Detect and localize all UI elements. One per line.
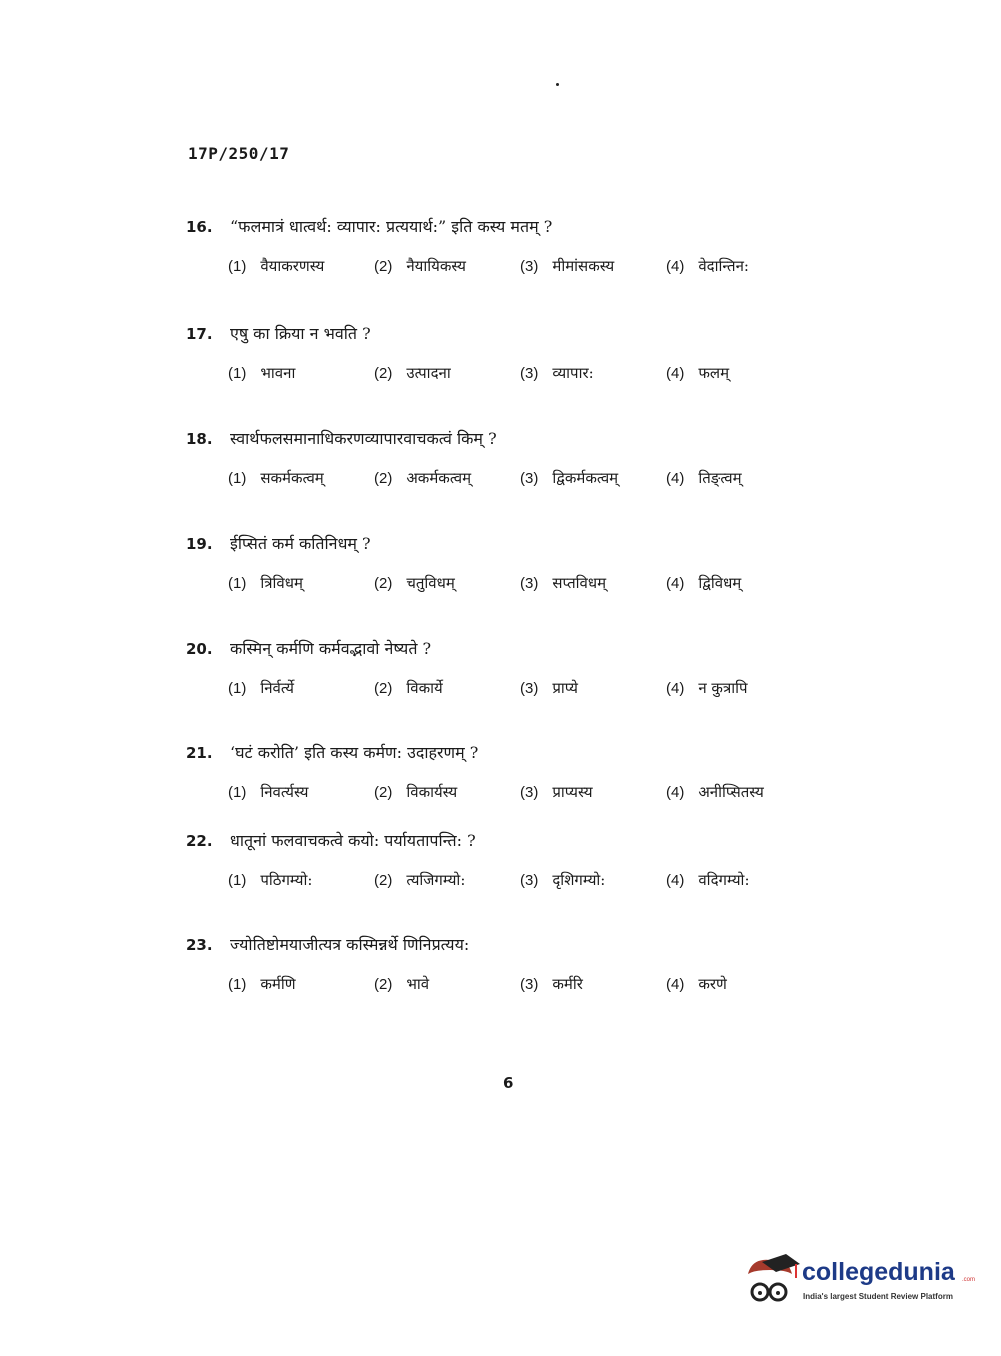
option-number: (2) <box>374 976 393 993</box>
option-text: नैयायिकस्य <box>406 257 466 275</box>
option-row <box>228 363 826 383</box>
option-number: (2) <box>374 680 393 697</box>
question-number: 19. <box>186 535 213 553</box>
option-number: (4) <box>666 872 685 889</box>
option-text: भावना <box>260 364 296 382</box>
option-number: (1) <box>228 470 247 487</box>
option-row <box>228 870 826 890</box>
option-3 <box>520 468 666 488</box>
option-1 <box>228 782 374 802</box>
option-text: अनीप्सितस्य <box>698 783 764 801</box>
option-4 <box>666 468 742 488</box>
option-text: करणे <box>698 975 727 993</box>
option-1 <box>228 678 374 698</box>
option-number: (2) <box>374 258 393 275</box>
mascot-icon <box>742 1252 800 1312</box>
option-4 <box>666 363 729 383</box>
question-line <box>186 933 826 955</box>
question-line <box>186 829 826 851</box>
option-number: (2) <box>374 872 393 889</box>
option-text: विकार्यस्य <box>406 783 458 801</box>
option-text: वदिगम्यो: <box>698 871 750 889</box>
option-1 <box>228 870 374 890</box>
option-text: सकर्मकत्वम् <box>260 469 324 487</box>
option-4 <box>666 782 764 802</box>
option-3 <box>520 782 666 802</box>
option-2 <box>374 678 520 698</box>
question-number: 23. <box>186 936 213 954</box>
option-number: (3) <box>520 680 539 697</box>
option-text: पठिगम्यो: <box>260 871 313 889</box>
option-number: (4) <box>666 575 685 592</box>
option-text: द्विविधम् <box>698 574 742 592</box>
question-23 <box>186 933 826 994</box>
option-number: (3) <box>520 575 539 592</box>
option-row <box>228 468 826 488</box>
option-text: निर्वर्त्ये <box>260 679 294 697</box>
question-17 <box>186 322 826 383</box>
option-2 <box>374 974 520 994</box>
option-1 <box>228 468 374 488</box>
option-number: (1) <box>228 575 247 592</box>
option-2 <box>374 573 520 593</box>
option-4 <box>666 678 748 698</box>
option-4 <box>666 573 741 593</box>
option-text: फलम् <box>698 364 730 382</box>
question-text: धातूनां फलवाचकत्वे कयो: पर्यायतापन्ति: ? <box>230 831 476 850</box>
option-1 <box>228 974 374 994</box>
option-1 <box>228 573 374 593</box>
option-row <box>228 573 826 593</box>
question-text: कस्मिन् कर्मणि कर्मवद्भावो नेष्यते ? <box>230 639 432 658</box>
option-number: (4) <box>666 784 685 801</box>
option-number: (3) <box>520 784 539 801</box>
option-3 <box>520 870 666 890</box>
option-text: वैयाकरणस्य <box>260 257 325 275</box>
question-line <box>186 532 826 554</box>
option-number: (1) <box>228 784 247 801</box>
option-text: चतुविधम् <box>406 574 455 592</box>
option-row <box>228 782 826 802</box>
question-text: ज्योतिष्टोमयाजीत्यत्र कस्मिन्नर्थे णिनिप्रत्यय: <box>230 935 470 954</box>
question-16 <box>186 215 826 276</box>
option-3 <box>520 363 666 383</box>
option-text: वेदान्तिन: <box>698 257 749 275</box>
option-text: कर्मणि <box>260 975 296 993</box>
option-number: (4) <box>666 976 685 993</box>
question-number: 21. <box>186 744 213 762</box>
option-number: (4) <box>666 258 685 275</box>
option-row <box>228 256 826 276</box>
option-4 <box>666 870 750 890</box>
question-line <box>186 741 826 763</box>
option-text: विकार्ये <box>406 679 443 697</box>
option-2 <box>374 782 520 802</box>
option-row <box>228 678 826 698</box>
option-2 <box>374 363 520 383</box>
question-text: ‘घटं करोति’ इति कस्य कर्मण: उदाहरणम् ? <box>230 743 479 762</box>
question-line <box>186 322 826 344</box>
question-text: ईप्सितं कर्म कतिनिधम् ? <box>230 534 371 553</box>
question-18 <box>186 427 826 488</box>
option-2 <box>374 468 520 488</box>
question-21 <box>186 741 826 802</box>
option-number: (2) <box>374 470 393 487</box>
logo-tagline: India's largest Student Review Platform <box>803 1292 953 1301</box>
option-4 <box>666 256 749 276</box>
option-number: (4) <box>666 365 685 382</box>
question-line <box>186 637 826 659</box>
option-number: (1) <box>228 258 247 275</box>
option-text: निवर्त्यस्य <box>260 783 309 801</box>
option-1 <box>228 363 374 383</box>
page-number: 6 <box>503 1074 514 1092</box>
option-number: (2) <box>374 365 393 382</box>
logo-brand: collegedunia <box>802 1258 955 1286</box>
option-text: प्राप्ये <box>552 679 578 697</box>
option-text: उत्पादना <box>406 364 451 382</box>
collegedunia-logo <box>742 1252 974 1312</box>
option-number: (1) <box>228 872 247 889</box>
option-number: (1) <box>228 976 247 993</box>
question-line <box>186 215 826 237</box>
option-number: (3) <box>520 872 539 889</box>
option-text: व्यापार: <box>552 364 594 382</box>
option-number: (1) <box>228 680 247 697</box>
option-text: भावे <box>406 975 430 993</box>
question-22 <box>186 829 826 890</box>
question-number: 20. <box>186 640 213 658</box>
question-19 <box>186 532 826 593</box>
question-number: 22. <box>186 832 213 850</box>
option-text: प्राप्यस्य <box>552 783 593 801</box>
option-text: मीमांसकस्य <box>552 257 615 275</box>
option-2 <box>374 870 520 890</box>
question-text: स्वार्थफलसमानाधिकरणव्यापारवाचकत्वं किम् ? <box>230 429 497 448</box>
option-3 <box>520 974 666 994</box>
option-3 <box>520 678 666 698</box>
option-text: दृशिगम्यो: <box>552 871 606 889</box>
option-number: (2) <box>374 575 393 592</box>
option-number: (3) <box>520 470 539 487</box>
option-1 <box>228 256 374 276</box>
option-number: (4) <box>666 680 685 697</box>
option-text: त्रिविधम् <box>260 574 303 592</box>
scan-dot <box>556 83 559 86</box>
option-text: द्विकर्मकत्वम् <box>552 469 619 487</box>
option-2 <box>374 256 520 276</box>
question-line <box>186 427 826 449</box>
question-number: 17. <box>186 325 213 343</box>
option-4 <box>666 974 727 994</box>
option-text: तिङ्त्वम् <box>698 469 742 487</box>
option-row <box>228 974 826 994</box>
question-number: 16. <box>186 218 213 236</box>
option-number: (3) <box>520 258 539 275</box>
question-text: “फलमात्रं धात्वर्थ: व्यापार: प्रत्ययार्थ:” इति कस्य मतम् ? <box>230 217 553 236</box>
option-number: (2) <box>374 784 393 801</box>
option-number: (3) <box>520 365 539 382</box>
question-text: एषु का क्रिया न भवति ? <box>230 324 371 343</box>
option-number: (3) <box>520 976 539 993</box>
option-text: त्यजिगम्यो: <box>406 871 466 889</box>
option-number: (1) <box>228 365 247 382</box>
paper-code: 17P/250/17 <box>188 144 290 163</box>
option-text: न कुत्रापि <box>698 679 748 697</box>
option-text: अकर्मकत्वम् <box>406 469 472 487</box>
question-number: 18. <box>186 430 213 448</box>
question-20 <box>186 637 826 698</box>
logo-suffix: .com <box>962 1277 976 1283</box>
option-3 <box>520 256 666 276</box>
option-text: कर्मरि <box>552 975 583 993</box>
option-number: (4) <box>666 470 685 487</box>
option-text: सप्तविधम् <box>552 574 607 592</box>
option-3 <box>520 573 666 593</box>
